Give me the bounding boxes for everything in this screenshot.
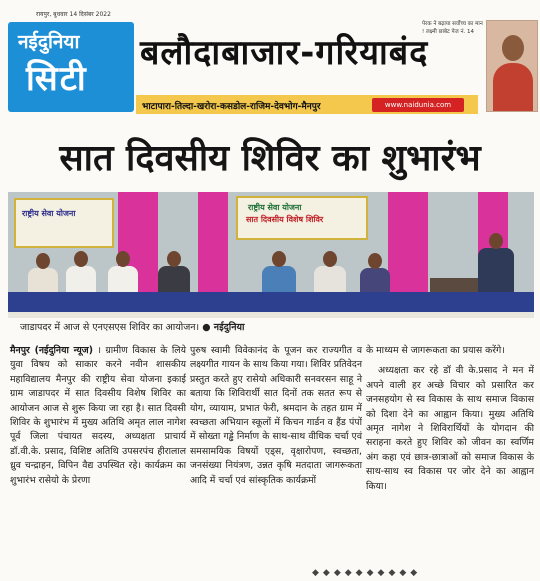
banner-center-title: राष्ट्रीय सेवा योजना [248,203,302,212]
article-col2-text: पुरुष स्वामी विवेकानंद के पूजन कर राज्यगीत व लक्ष्यगीत गायन के साथ किया गया। शिविर प्रतिवेदन प्रस्तुत करते हुए रासेयो अधिकारी सनवरसन साहू ने बताया कि शिविरार्थी सात दिनों तक सतत रूप से योग, व्यायाम, प्रभात फेरी, श्रमदान के तहत ग्राम में स्वच्छता अभियान स्कूलों में किचन गार्डन व हैंड पंपों में सोख्ता गड्ढे निर्माण के साथ-साथ वीधिक चर्चा एवं समसामयिक विषयों एड्स, वृक्षारोपण, स्वच्छता, जनसंख्या नियंत्रण, उन्नत कृषि मतदाता जागरूकता आदि में चर्चा एवं सांस्कृतिक कार्यक्रमों [190,345,362,486]
photo-caption-text: जाडापदर में आज से एनएसएस शिविर का आयोजन। [20,322,200,333]
article-col3-text-2: अध्यक्षता कर रहे डॉ वी के.प्रसाद ने मन में अपने वाली हर अच्छे विचार को प्रसारित कर जनसहयोग से स्व विकास के साथ समाज विकास को दिशा देने का आह्वान किया। मुख्य अतिथि अमृत नागेश ने शिविरार्थियों के योगदान की सराहना करते हुए शिविर को जीवन का स्वर्णिम अंग कहा एवं छात्र-छात्राओं को समाज विकास के साथ-साथ स्व विकास पर जोर देने का आह्वान किया। [366,365,534,492]
naidunia-city-logo [8,22,134,112]
event-photo [8,192,534,312]
standing-speaker [478,248,514,298]
masthead [0,0,540,116]
photo-credit: ● नईदुनिया [202,322,245,333]
city-title: बलौदाबाजार-गरियाबंद [140,33,429,73]
stage-table [8,292,534,312]
subregion-list: भाटापारा-तिल्दा-खरोरा-कसडोल-राजिम-देवभोग-मैनपुर [142,102,321,112]
photo-banner-left [14,198,114,248]
dateline: रायपुर, बुधवार 14 दिसंबर 2022 [36,11,111,18]
logo-top-text: नईदुनिया [18,31,80,53]
article-column-2 [190,344,362,488]
promo-teaser: पेरक ने बढ़ाया सर्वोच्च का मान ! लक्ष्मी छाबेट पेज नं. 14 [422,21,483,35]
article-column-3 [366,344,534,494]
banner-center-subtitle: सात दिवसीय विशेष शिविर [246,215,324,224]
article-dateline: मैनपुर (नईदुनिया न्यूज) [10,345,93,356]
photo-border [8,312,534,318]
article-headline: सात दिवसीय शिविर का शुभारंभ [59,138,481,179]
banner-left-title: राष्ट्रीय सेवा योजना [22,209,76,218]
photo-caption [20,320,245,333]
photo-banner-center [236,196,368,240]
logo-main-text: सिटी [26,59,88,99]
portrait-head [502,35,524,61]
website-url: www.naidunia.com [372,98,464,112]
article-col1-text: । ग्रामीण विकास के लिये युवा विषय को साकार करने नवीन शासकीय महाविद्यालय मैनपुर की राष्ट्रीय सेवा योजना इकाई ग्राम जाडापदर में सात दिवसीय विशेष शिविर का आयोजन आज से शुरू किया जा रहा है। सात दिवसी शिविर के शुभारंभ में मुख्य अतिथि अमृत लाल नागेश पूर्व जिला पंचायत सदस्य, अध्यक्षता प्राचार्य डॉ.वी.के. प्रसाद, विशिष्ट अतिथि उपसरपंच हीरालाल ध्रुव चन्द्राहन, विपिन वैद्य उपस्थित रहे। कार्यक्रम का शुभारंभ रासेयो के प्रेरणा [10,345,187,486]
drape [388,192,428,292]
portrait-body [493,63,533,111]
promo-portrait-photo [486,20,538,112]
drape [198,192,228,292]
end-ornament: ◆◆◆◆◆◆◆◆◆◆ [312,568,422,578]
article-column-1 [10,344,186,488]
article-col3-text-1: के माध्यम से जागरूकता का प्रयास करेंगे। [366,345,505,356]
